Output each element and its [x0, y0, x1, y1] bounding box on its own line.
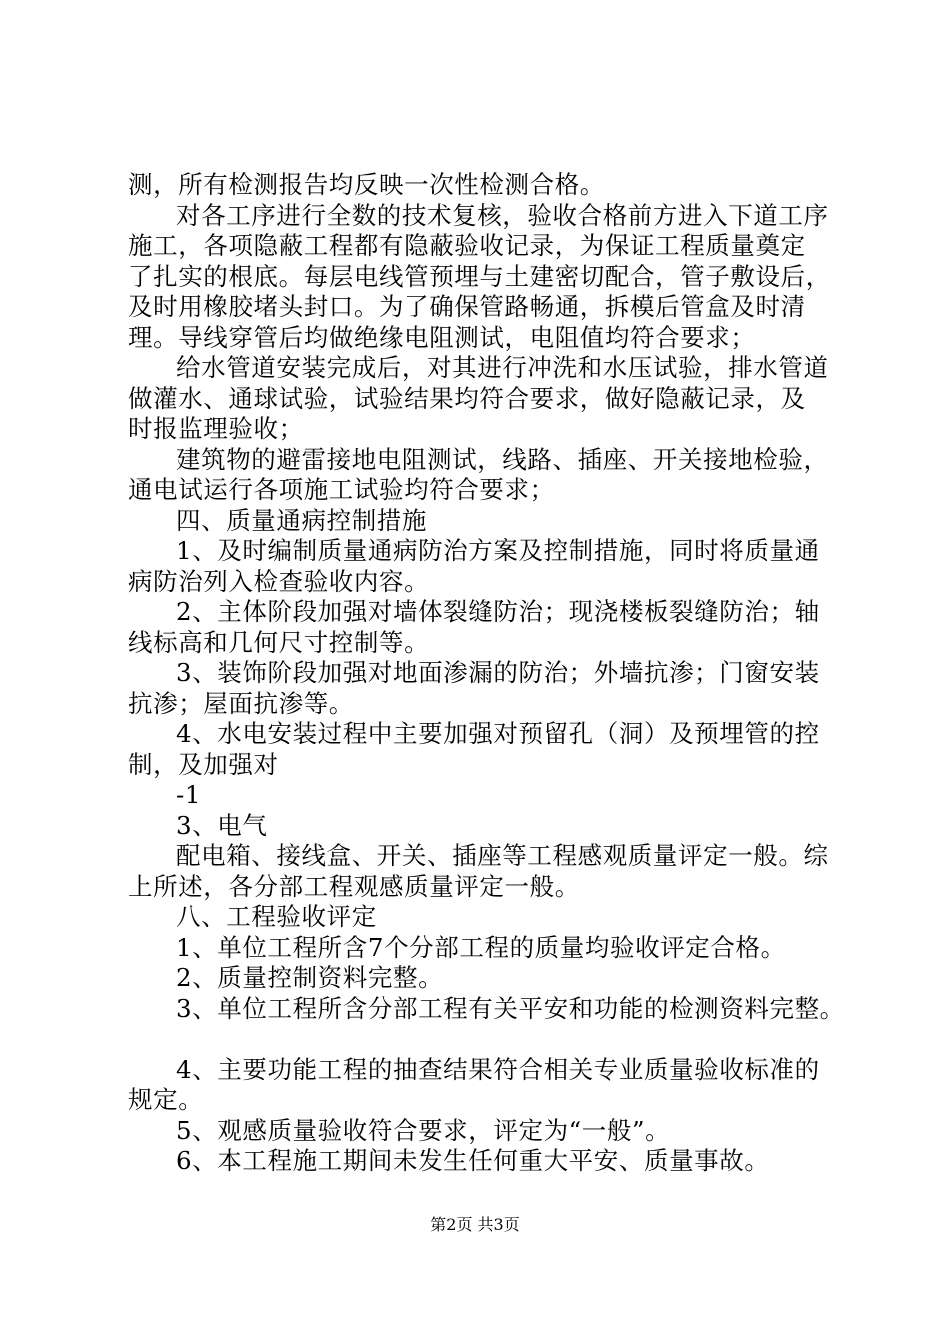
text-line: 做灌水、通球试验，试验结果均符合要求，做好隐蔽记录，及: [128, 383, 806, 413]
text-line: 时报监理验收；: [128, 414, 304, 443]
page-break-marker: -1: [176, 780, 202, 809]
text-line: 通电试运行各项施工试验均符合要求；: [128, 475, 555, 504]
list-item: 2、质量控制资料完整。: [176, 963, 444, 992]
text-line: 对各工序进行全数的技术复核，验收合格前方进入下道工序: [176, 200, 829, 230]
text-line: 规定。: [128, 1085, 204, 1114]
section-heading: 四、质量通病控制措施: [176, 505, 427, 535]
text-line: 制，及加强对: [128, 749, 279, 779]
text-line: 了扎实的根底。每层电线管预埋与土建密切配合，管子敷设后，: [128, 261, 831, 291]
document-body: [128, 170, 845, 1177]
list-item: 1、单位工程所含7个分部工程的质量均验收评定合格。: [176, 932, 786, 962]
list-item: 4、主要功能工程的抽查结果符合相关专业质量验收标准的: [176, 1054, 820, 1084]
text-line: 理。导线穿管后均做绝缘电阻测试，电阻值均符合要求；: [128, 322, 756, 352]
list-item: 3、单位工程所含分部工程有关平安和功能的检测资料完整。: [176, 993, 845, 1023]
text-line: 抗渗；屋面抗渗等。: [128, 688, 354, 718]
section-heading: 3、电气: [176, 810, 268, 840]
page-number: 第2页 共3页: [430, 1215, 520, 1234]
blank-line: [128, 1024, 838, 1055]
text-line: 建筑物的避雷接地电阻测试，线路、插座、开关接地检验，: [176, 444, 829, 474]
text-line: 施工，各项隐蔽工程都有隐蔽验收记录，为保证工程质量奠定: [128, 231, 806, 260]
list-item: 5、观感质量验收符合要求，评定为“一般”。: [176, 1115, 671, 1145]
list-item: 1、及时编制质量通病防治方案及控制措施，同时将质量通: [176, 536, 820, 565]
list-item: 4、水电安装过程中主要加强对预留孔（洞）及预埋管的控: [176, 719, 820, 748]
list-item: 6、本工程施工期间未发生任何重大平安、质量事故。: [176, 1146, 770, 1175]
section-heading: 八、工程验收评定: [176, 902, 377, 931]
text-line: 给水管道安装完成后，对其进行冲洗和水压试验，排水管道: [176, 353, 829, 382]
text-line: 线标高和几何尺寸控制等。: [128, 627, 430, 657]
text-line: 及时用橡胶堵头封口。为了确保管路畅通，拆模后管盒及时清: [128, 292, 806, 321]
list-item: 3、装饰阶段加强对地面渗漏的防治；外墙抗渗；门窗安装: [176, 658, 820, 687]
text-line: 病防治列入检查验收内容。: [128, 566, 430, 596]
text-line: 测，所有检测报告均反映一次性检测合格。: [128, 170, 605, 199]
text-line: 上所述，各分部工程观感质量评定一般。: [128, 871, 580, 901]
list-item: 2、主体阶段加强对墙体裂缝防治；现浇楼板裂缝防治；轴: [176, 597, 820, 626]
text-line: 配电箱、接线盒、开关、插座等工程感观质量评定一般。综: [176, 841, 829, 870]
